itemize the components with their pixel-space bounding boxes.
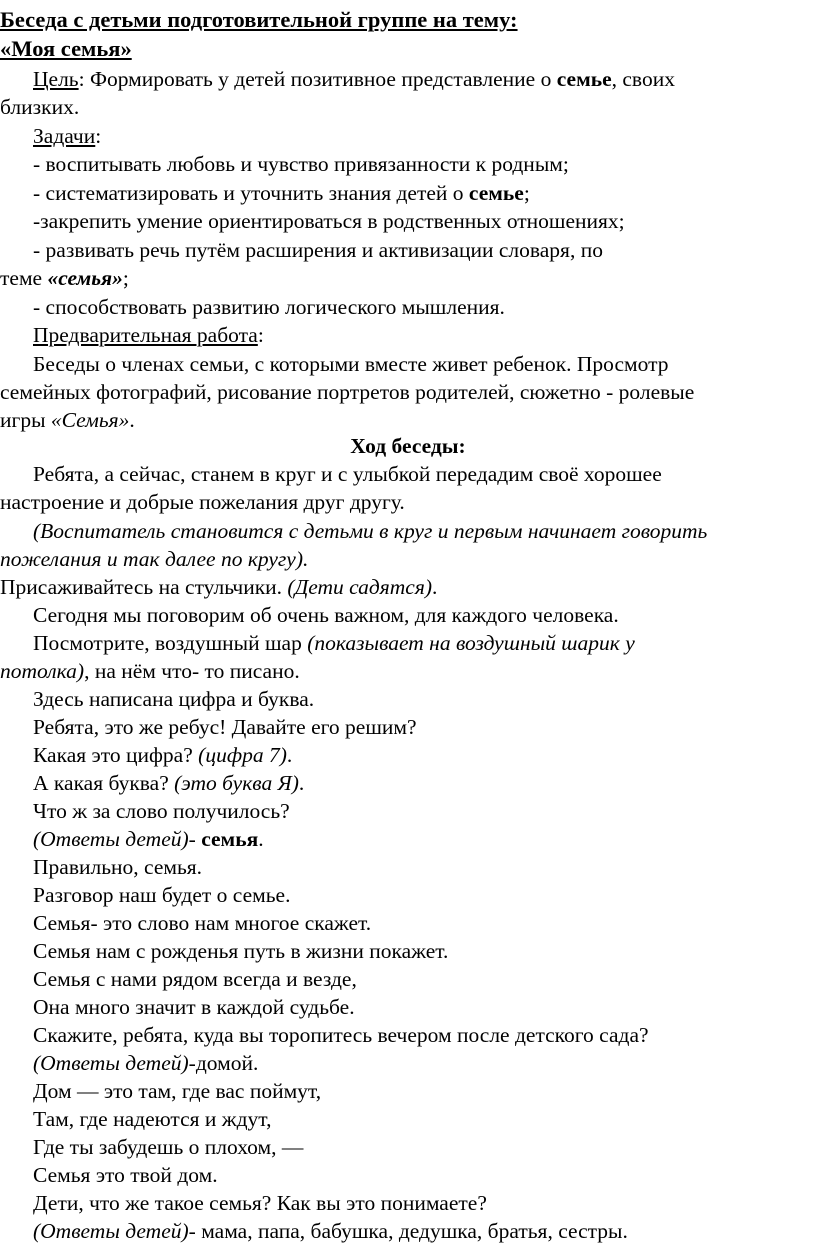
goal-line-2: близких. (0, 95, 80, 119)
goal-text-b: , своих (611, 67, 675, 91)
prep-label: Предварительная работа (33, 323, 258, 347)
task-1: - воспитывать любовь и чувство привязанности к родным; (33, 152, 569, 176)
para-8-text-b: . (286, 743, 293, 767)
para-19-text: -домой. (188, 1051, 259, 1075)
para-11-italic: (Ответы детей) (33, 827, 189, 851)
prep-line-2: семейных фотографий, рисование портретов родителей, сюжетно - ролевые (0, 380, 695, 404)
para-19-italic: (Ответы детей) (33, 1051, 189, 1075)
para-3-text-b: . (432, 575, 438, 599)
document-title-line-2: «Моя семья» (0, 36, 132, 61)
para-12: Правильно, семья. (33, 855, 203, 879)
tasks-heading (33, 123, 101, 150)
para-5-text-a: Посмотрите, воздушный шар (33, 631, 308, 655)
tasks-colon: : (95, 124, 102, 148)
task-4-text-b: ; (122, 266, 129, 290)
para-1-line-2: настроение и добрые пожелания друг другу. (0, 490, 405, 514)
task-2 (33, 180, 530, 207)
para-25 (33, 1218, 628, 1245)
tasks-label: Задачи (33, 124, 96, 148)
poem-2-line-4: Семья это твой дом. (33, 1163, 218, 1187)
para-5-line-1 (33, 630, 635, 657)
para-3-italic: (Дети садятся) (287, 575, 432, 599)
para-25-italic: (Ответы детей) (33, 1219, 189, 1243)
poem-line-2: Семья нам с рожденья путь в жизни покажет. (33, 939, 449, 963)
para-9-italic: (это буква Я) (174, 771, 299, 795)
poem-2-line-3: Где ты забудешь о плохом, — (33, 1135, 304, 1159)
para-5-line-2-italic: потолка) (0, 659, 85, 683)
task-2-text-b: ; (523, 181, 530, 205)
prep-heading (33, 322, 264, 349)
para-9-text-a: А какая буква? (33, 771, 175, 795)
prep-colon: : (257, 323, 264, 347)
para-9-text-b: . (298, 771, 305, 795)
task-4-line-1: - развивать речь путём расширения и активизации словаря, по (33, 238, 603, 262)
task-4-bold-italic-word: «семья» (47, 266, 123, 290)
para-3-text-a: Присаживайтесь на стульчики. (0, 575, 288, 599)
goal-line-1 (33, 66, 675, 93)
prep-line-1: Беседы о членах семьи, с которыми вместе живет ребенок. Просмотр (33, 352, 669, 376)
task-5: - способствовать развитию логического мышления. (33, 295, 505, 319)
para-11-text-b: . (258, 827, 264, 851)
task-2-text-a: - систематизировать и уточнить знания детей о (33, 181, 469, 205)
para-19 (33, 1050, 258, 1077)
prep-line-3-italic: «Семья» (50, 408, 130, 432)
para-8 (33, 742, 292, 769)
para-7: Ребята, это же ребус! Давайте его решим? (33, 715, 417, 739)
para-18: Скажите, ребята, куда вы торопитесь вечером после детского сада? (33, 1023, 649, 1047)
para-13: Разговор наш будет о семье. (33, 883, 291, 907)
para-25-text: - мама, папа, бабушка, дедушка, братья, сестры. (188, 1219, 628, 1243)
task-3: -закрепить умение ориентироваться в родственных отношениях; (33, 209, 625, 233)
document-title-line-1: Беседа с детьми подготовительной группе на тему: (0, 7, 518, 32)
section-heading: Ход беседы: (350, 434, 466, 458)
para-2-line-2: пожелания и так далее по кругу). (0, 547, 309, 571)
goal-text-a: : Формировать у детей позитивное представление о (78, 67, 557, 91)
para-6: Здесь написана цифра и буква. (33, 687, 315, 711)
para-4: Сегодня мы поговорим об очень важном, для каждого человека. (33, 603, 619, 627)
para-11-text-a: - (188, 827, 202, 851)
prep-line-3 (0, 407, 135, 434)
poem-2-line-1: Дом — это там, где вас поймут, (33, 1079, 322, 1103)
para-8-italic: (цифра 7) (198, 743, 287, 767)
goal-bold-word: семье (556, 67, 612, 91)
para-11-bold-word: семья (201, 827, 259, 851)
para-24: Дети, что же такое семья? Как вы это понимаете? (33, 1191, 487, 1215)
poem-line-4: Она много значит в каждой судьбе. (33, 995, 355, 1019)
para-10: Что ж за слово получилось? (33, 799, 290, 823)
prep-line-3-text-b: . (129, 408, 135, 432)
para-5-line-2 (0, 658, 300, 685)
para-3 (0, 574, 437, 601)
task-4-text-a: теме (0, 266, 48, 290)
poem-2-line-2: Там, где надеются и ждут, (33, 1107, 272, 1131)
task-2-bold-word: семье (468, 181, 524, 205)
poem-line-3: Семья с нами рядом всегда и везде, (33, 967, 357, 991)
para-5-italic: (показывает на воздушный шарик у (307, 631, 635, 655)
para-1-line-1: Ребята, а сейчас, станем в круг и с улыбкой передадим своё хорошее (33, 462, 662, 486)
para-9 (33, 770, 304, 797)
goal-label: Цель (33, 67, 79, 91)
poem-line-1: Семья- это слово нам многое скажет. (33, 911, 372, 935)
para-5-line-2-text: , на нём что- то писано. (84, 659, 300, 683)
prep-line-3-text-a: игры (0, 408, 51, 432)
para-11 (33, 826, 264, 853)
task-4-line-2 (0, 265, 129, 292)
para-8-text-a: Какая это цифра? (33, 743, 199, 767)
para-2-line-1: (Воспитатель становится с детьми в круг и первым начинает говорить (33, 519, 708, 543)
